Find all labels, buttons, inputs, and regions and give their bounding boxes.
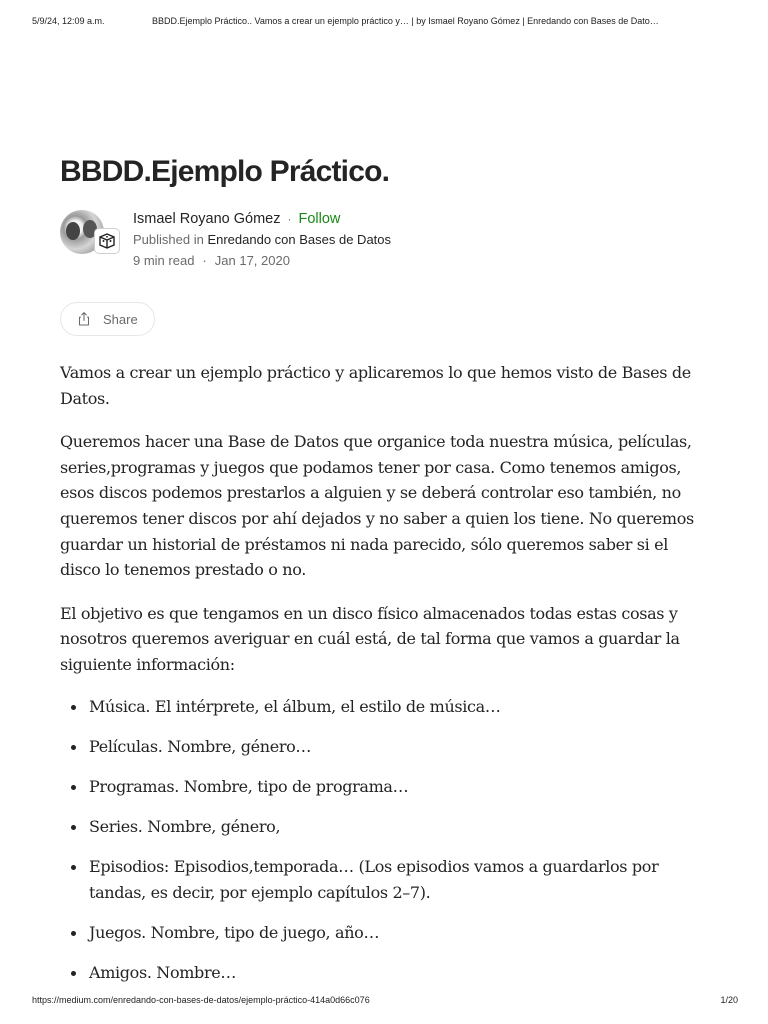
publication-link[interactable]: Enredando con Bases de Datos xyxy=(207,232,392,247)
published-in-label: Published in xyxy=(133,232,204,247)
print-header xyxy=(32,16,748,26)
paragraph: Vamos a crear un ejemplo práctico y aplicaremos lo que hemos visto de Bases de Datos. xyxy=(60,363,691,408)
share-icon xyxy=(75,310,93,328)
page-number: 1/20 xyxy=(720,995,738,1005)
share-button[interactable] xyxy=(60,302,155,336)
article-title: BBDD.Ejemplo Práctico. xyxy=(60,155,390,188)
share-label: Share xyxy=(103,311,138,327)
author-name[interactable]: Ismael Royano Gómez xyxy=(133,211,281,227)
byline xyxy=(60,208,710,280)
paragraph: Queremos hacer una Base de Datos que organice toda nuestra música, películas, series,programas y juegos que podamos tener por casa. Como tenemos amigos, esos discos podemos prestarlos a alguien y se deberá controlar eso también, no queremos tener discos por ahí dejados y no saber a quien los tiene. No queremos guardar un historial de préstamos ni nada parecido, sólo queremos saber si el disco lo tenemos prestado o no. xyxy=(60,432,694,580)
print-page-title: BBDD.Ejemplo Práctico.. Vamos a crear un ejemplo práctico y… | by Ismael Royano Gómez | Enredando con Bases de Dato… xyxy=(152,16,659,26)
list-item: Juegos. Nombre, tipo de juego, año… xyxy=(60,920,710,946)
publication-logo-icon[interactable] xyxy=(94,228,120,254)
list-item: Programas. Nombre, tipo de programa… xyxy=(60,774,710,800)
avatar-group[interactable] xyxy=(60,210,122,256)
separator-dot: · xyxy=(202,253,207,268)
article xyxy=(60,150,710,1000)
list-item: Amigos. Nombre… xyxy=(60,960,710,986)
list-item: Música. El intérprete, el álbum, el estilo de música… xyxy=(60,694,710,720)
list-item: Series. Nombre, género, xyxy=(60,814,710,840)
list-item: Películas. Nombre, género… xyxy=(60,734,710,760)
print-footer xyxy=(32,995,738,1005)
info-list xyxy=(60,694,710,986)
follow-button[interactable]: Follow xyxy=(298,211,341,227)
separator-dot: · xyxy=(287,212,292,226)
paragraph: El objetivo es que tengamos en un disco físico almacenados todas estas cosas y nosotros queremos averiguar en cuál está, de tal forma que vamos a guardar la siguiente información: xyxy=(60,603,680,674)
publish-date: Jan 17, 2020 xyxy=(214,253,290,268)
print-url: https://medium.com/enredando-con-bases-de-datos/ejemplo-práctico-414a0d66c076 xyxy=(32,995,370,1005)
list-item: Episodios: Episodios,temporada… (Los episodios vamos a guardarlos por tandas, es decir, por ejemplo capítulos 2–7). xyxy=(60,854,710,905)
print-date: 5/9/24, 12:09 a.m. xyxy=(32,16,105,26)
read-time: 9 min read xyxy=(133,253,195,268)
